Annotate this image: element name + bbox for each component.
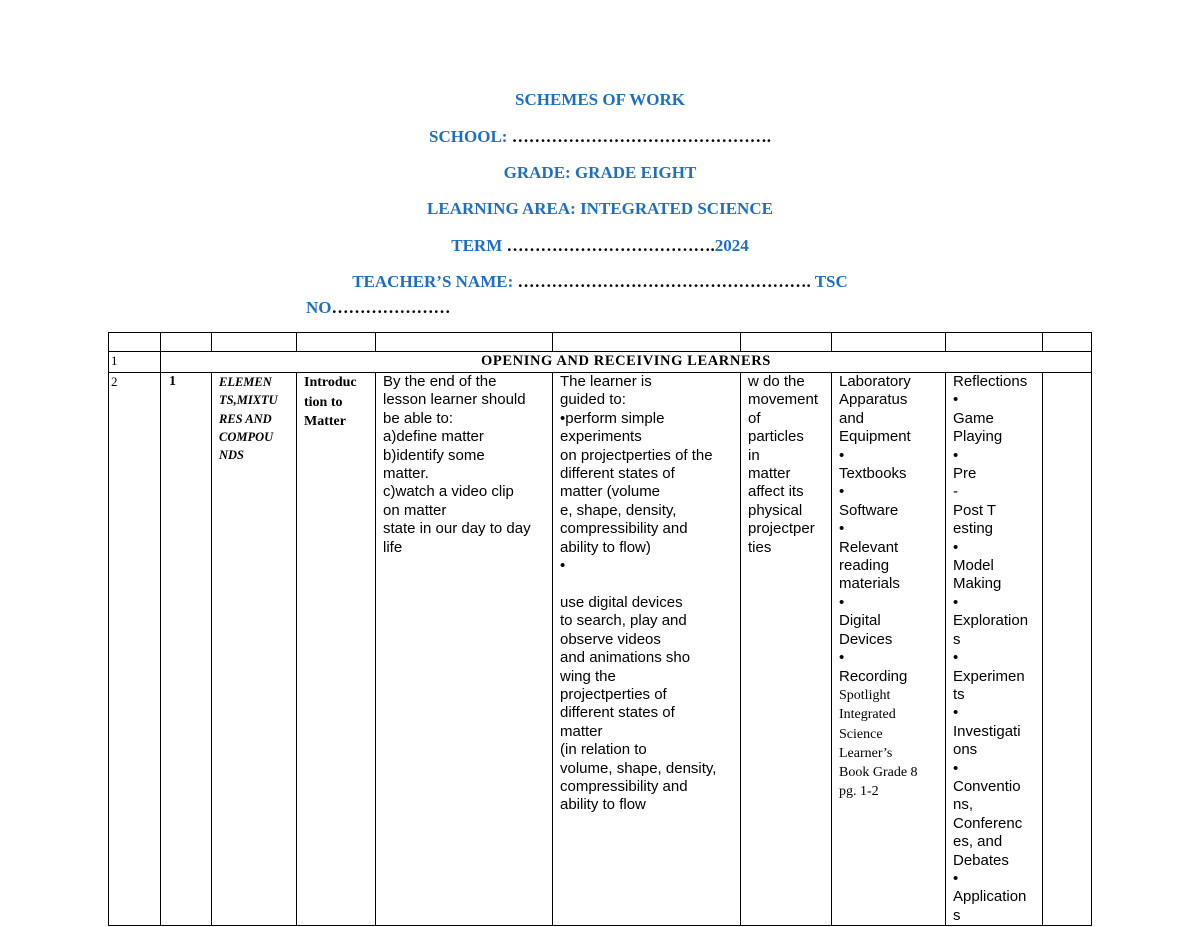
cell-line: on projectperties of the (560, 446, 713, 464)
cell-line: ties (748, 538, 772, 556)
week-number: 1 (161, 373, 212, 926)
cell-line: - (953, 483, 958, 501)
header-cell (1043, 333, 1092, 352)
cell-line: affect its (748, 483, 804, 501)
no-blank: ………………… (331, 298, 451, 317)
no-label: NO (306, 298, 332, 317)
cell-line: Integrated (839, 707, 896, 723)
cell-line: • (953, 446, 959, 464)
cell-line: Playing (953, 428, 1003, 446)
cell-line: ability to flow (560, 796, 646, 814)
cell-line: Pre (953, 465, 977, 483)
cell-line: experiments (560, 428, 642, 446)
cell-line: volume, shape, density, (560, 759, 717, 777)
strand-cell (212, 373, 297, 926)
header-cell (161, 333, 212, 352)
assessment-cell (946, 373, 1043, 926)
tsc-no-line (306, 298, 451, 318)
cell-line: and (839, 409, 865, 427)
cell-line: Spotlight (839, 687, 891, 703)
cell-line: Book Grade 8 (839, 765, 918, 781)
cell-line: • (839, 649, 845, 667)
cell-line: Digital (839, 612, 881, 630)
cell-line: ons (953, 741, 978, 759)
learning-experiences-cell (553, 373, 741, 926)
scheme-table (108, 332, 1092, 926)
cell-line: of (748, 409, 761, 427)
cell-line: Post T (953, 501, 997, 519)
cell-line: ns, (953, 796, 974, 814)
sub-strand-cell (297, 373, 376, 926)
cell-line: Game (953, 409, 994, 427)
tsc-label: TSC (810, 272, 848, 291)
cell-line: e, shape, density, (560, 501, 677, 519)
term-year: 2024 (714, 236, 749, 255)
cell-line: Investigati (953, 722, 1021, 740)
cell-line: projectper (748, 520, 815, 538)
learning-area-line: LEARNING AREA: INTEGRATED SCIENCE (427, 199, 773, 218)
cell-line: COMPOU (219, 429, 274, 444)
cell-line: Experimen (953, 667, 1025, 685)
cell-line: TS,MIXTU (219, 393, 278, 408)
cell-line: Model (953, 557, 994, 575)
cell-line: The learner is (560, 373, 652, 390)
cell-line: • (953, 538, 959, 556)
cell-line: Debates (953, 851, 1009, 869)
cell-line: lesson learner should (383, 391, 526, 409)
cell-line: • (953, 704, 959, 722)
cell-line: different states of (560, 704, 675, 722)
table-header-row (109, 333, 1092, 352)
cell-line: c)watch a video clip (383, 483, 514, 501)
document-title: SCHEMES OF WORK (514, 90, 686, 109)
cell-line: Science (839, 726, 883, 742)
header-cell (741, 333, 832, 352)
table-row (109, 373, 1092, 926)
header-cell (297, 333, 376, 352)
cell-line: particles (748, 428, 804, 446)
cell-line: s (953, 906, 961, 924)
inquiry-question-cell (741, 373, 832, 926)
school-line (0, 127, 1200, 147)
cell-line: (in relation to (560, 741, 647, 759)
cell-line: w do the (748, 373, 805, 390)
opening-row-text: OPENING AND RECEIVING LEARNERS (161, 352, 1092, 373)
cell-line (560, 575, 738, 593)
cell-line: Learner’s (839, 745, 893, 761)
cell-line: es, and (953, 833, 1003, 851)
school-label: SCHOOL: (429, 127, 512, 146)
cell-line: Reflections (953, 373, 1028, 390)
cell-line: • (839, 446, 845, 464)
learning-outcomes-cell (376, 373, 553, 926)
cell-line: in (748, 446, 760, 464)
cell-line: Software (839, 501, 899, 519)
cell-line: use digital devices (560, 593, 683, 611)
cell-line: esting (953, 520, 994, 538)
cell-line: state in our day to day (383, 520, 531, 538)
header-cell (553, 333, 741, 352)
cell-line: physical (748, 501, 803, 519)
header-cell (832, 333, 946, 352)
cell-line: be able to: (383, 409, 454, 427)
cell-line: •perform simple (560, 409, 665, 427)
cell-line: Recording (839, 667, 908, 685)
cell-line: b)identify some (383, 446, 485, 464)
cell-line: reading (839, 557, 890, 575)
cell-line: • (953, 759, 959, 777)
cell-line: matter (volume (560, 483, 661, 501)
cell-line: • (839, 483, 845, 501)
cell-line: on matter (383, 501, 447, 519)
remarks-cell (1043, 373, 1092, 926)
cell-line: wing the (560, 667, 616, 685)
cell-line: and animations sho (560, 649, 691, 667)
cell-line: Exploration (953, 612, 1029, 630)
cell-line: observe videos (560, 630, 661, 648)
term-blank: ………………………………. (506, 236, 715, 255)
cell-line: Making (953, 575, 1002, 593)
cell-line: a)define matter (383, 428, 484, 446)
cell-line: Application (953, 888, 1027, 906)
cell-line: Apparatus (839, 391, 908, 409)
cell-line: matter. (383, 465, 429, 483)
cell-line: compressibility and (560, 777, 688, 795)
table-row (109, 352, 1092, 373)
cell-line: RES AND (219, 411, 272, 426)
header-cell (109, 333, 161, 352)
cell-line: projectperties of (560, 685, 667, 703)
cell-line: matter (748, 465, 791, 483)
teacher-blank: ……………………………………………. (517, 272, 811, 291)
cell-line: guided to: (560, 391, 626, 409)
cell-line: different states of (560, 465, 675, 483)
term-label: TERM (451, 236, 507, 255)
cell-line: Laboratory (839, 373, 911, 390)
cell-line: ELEMEN (219, 375, 272, 389)
cell-line: pg. 1-2 (839, 784, 879, 800)
header-cell (376, 333, 553, 352)
cell-line: Conventio (953, 777, 1021, 795)
cell-line: tion to (304, 394, 343, 410)
cell-line: Textbooks (839, 465, 907, 483)
lesson-number: 2 (109, 373, 161, 926)
header-cell (212, 333, 297, 352)
lesson-number: 1 (109, 352, 161, 373)
cell-line: NDS (219, 448, 245, 463)
cell-line: Equipment (839, 428, 911, 446)
cell-line: compressibility and (560, 520, 688, 538)
cell-line: s (953, 630, 961, 648)
school-blank: ………………………………………. (511, 127, 771, 146)
cell-line: • (839, 520, 845, 538)
cell-line: to search, play and (560, 612, 687, 630)
cell-line: Devices (839, 630, 893, 648)
cell-line: • (953, 593, 959, 611)
cell-line: • (560, 557, 566, 575)
cell-line: • (953, 391, 959, 409)
learning-resources-cell (832, 373, 946, 926)
cell-line: ts (953, 685, 965, 703)
term-line (0, 236, 1200, 256)
cell-line: Matter (304, 414, 346, 430)
cell-line: matter (560, 722, 603, 740)
cell-line: Conferenc (953, 814, 1023, 832)
teacher-label: TEACHER’S NAME: (352, 272, 518, 291)
cell-line: • (839, 593, 845, 611)
header-cell (946, 333, 1043, 352)
teacher-line (0, 272, 1200, 292)
cell-line: • (953, 649, 959, 667)
resources-list (839, 373, 943, 686)
cell-line: By the end of the (383, 373, 497, 390)
cell-line: life (383, 538, 403, 556)
resources-book (839, 686, 943, 802)
cell-line: materials (839, 575, 900, 593)
grade-line: GRADE: GRADE EIGHT (503, 163, 697, 182)
cell-line: • (953, 869, 959, 887)
cell-line: Relevant (839, 538, 899, 556)
cell-line: ability to flow) (560, 538, 651, 556)
cell-line: Introduc (304, 375, 357, 390)
cell-line: movement (748, 391, 819, 409)
